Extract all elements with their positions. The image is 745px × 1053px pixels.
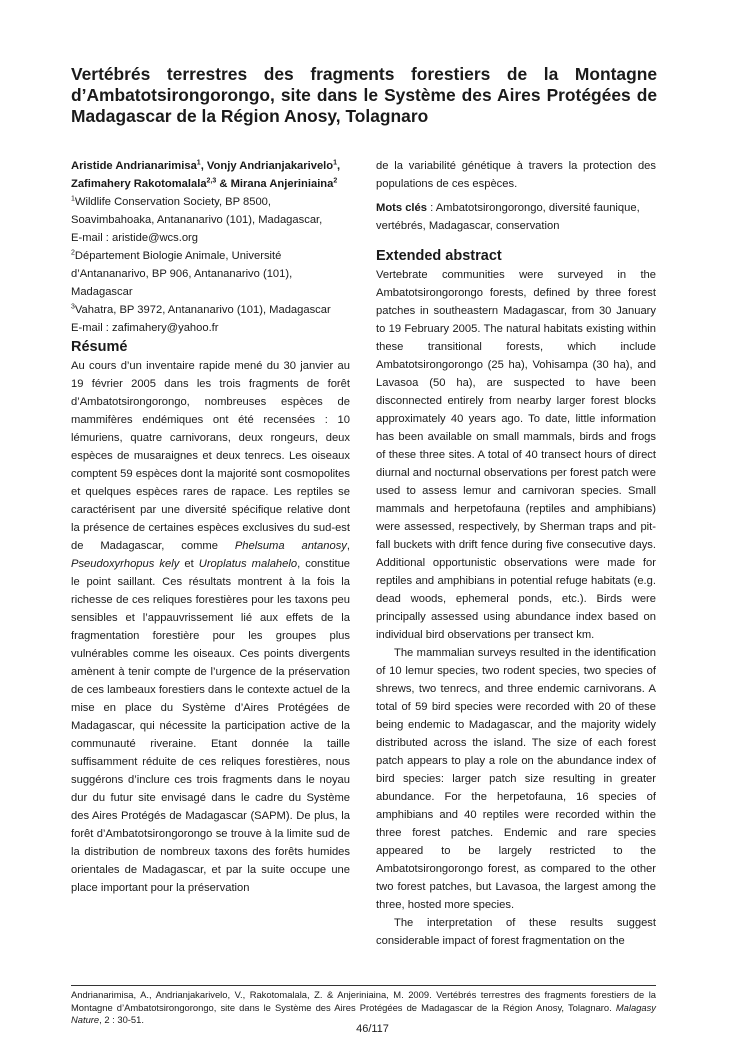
extended-paragraph-3: The interpretation of these results suggest considerable impact of forest fragmentation on the [376,917,656,948]
species-name: Pseudoxyrhopus kely [71,558,180,570]
keywords-text: : Ambatotsirongorongo, diversité faunique, vertébrés, Madagascar, conservation [376,202,640,232]
species-name: Uroplatus malahelo [198,558,298,570]
keywords [376,199,656,235]
right-column [376,157,656,950]
affiliation-number: 1 [71,195,75,203]
author-affiliation-mark: 1 [196,159,201,167]
resume-text: Au cours d’un inventaire rapide mené du 30 janvier au 19 février 2005 dans les trois fragments de forêt d’Ambatotsirongorongo, nombreuses espèces de mammifères endémiques ont été recensées : 10 lémuriens, quatre carnivorans, deux rongeurs, deux espèces de musaraignes et deux tenrecs. Les oiseaux comptent 59 espèces dont la majorité sont cosmopolites et quelques espèces rares de rapace. Les reptiles se caractérisent par une diversité spécifique relative dont la présence de certaines espèces exclusives du sud-est de Madagascar, comme [71,360,350,552]
affiliation-number: 3 [71,303,75,311]
affiliation-text: Vahatra, BP 3972, Antananarivo (101), Madagascar [74,304,331,316]
affiliation-text: Département Biologie Animale, Université d’Antananarivo, BP 906, Antananarivo (101), Madagascar [71,250,293,298]
keywords-label: Mots clés [376,202,427,214]
journal-name: Malagasy Nature [71,1001,656,1025]
page-number: 46/117 [356,1023,389,1035]
text-separator: et [179,558,199,570]
affiliation-number: 2 [71,249,75,257]
extended-abstract-heading: Extended abstract [376,248,502,265]
author-name: Aristide Andrianarimisa [71,160,197,172]
author-separator: , [337,160,341,172]
species-name: Phelsuma antanosy [234,540,347,552]
author-name: Vonjy Andrianjakarivelo [206,160,334,172]
affiliation-3-email: E-mail : zafimahery@yahoo.fr [71,322,219,334]
extended-paragraph-1: Vertebrate communities were surveyed in the Ambatotsirongorongo forests, defined by three forest patches in southeastern Madagascar, from 30 January to 19 February 2005. The natural habitats existing within these transitional forests, which include Ambatotsirongorongo (25 ha), Vohisampa (30 ha), and Lavasoa (50 ha), are suspected to have been disconnected entirely from nearby larger forest blocks approximately 40 years ago. To date, little information has been available on small mammals, birds and frogs of these three sites. A total of 40 transect hours of direct diurnal and nocturnal observations per forest patch were used to assess lemur and carnivoran species. Small mammals and herpetofauna (reptiles and amphibians) were assessed, respectively, by Sherman traps and pit-fall buckets with drift fence during five consecutive days. Additional opportunistic observations were made for reptiles and amphibians in potential refuge habitats (e.g. dead woods, ephemeral ponds, etc.). Birds were principally assessed using abundance index based on individual bird observations per transect km. [376,269,656,642]
resume-continuation: de la variabilité génétique à travers la protection des populations de ces espèces. [376,160,656,190]
author-affiliation-mark: 2,3 [206,177,217,185]
affiliation-text: Wildlife Conservation Society, BP 8500, Soavimbahoaka, Antananarivo (101), Madagascar, [71,196,323,226]
extended-paragraph-2: The mammalian surveys resulted in the identification of 10 lemur species, two rodent species, two species of shrews, two tenrecs, and three endemic carnivorans. A total of 59 bird species were recorded with 20 of these being endemic to Madagascar, and the majority widely distributed across the island. The size of each forest patch appears to play a role on the abundance index of bird species: larger patch size resulting in greater abundance. For the herpetofauna, 16 species of amphibians and 40 reptiles were recorded within the three forest patches. Endemic and rare species appeared to be largely restricted to the Ambatotsirongorongo forest, as compared to the other two forest patches, but Lavasoa, the largest among the three, hosted more species. [376,647,656,912]
resume-heading: Résumé [71,339,128,355]
author-affiliation-mark: 1 [333,159,338,167]
citation [71,989,656,1027]
author-separator: , [200,160,207,172]
citation-volume: , 2 : 30-51. [99,1014,144,1025]
author-list [71,157,350,193]
citation-text: Andrianarimisa, A., Andrianjakarivelo, V., Rakotomalala, Z. & Anjeriniaina, M. 2009. Vertébrés terrestres des fragments forestiers de la Montagne d’Ambatotsirongorongo, site dans le Système des Aires Protégées de Madagascar de la Région Anosy, Tolagnaro. [71,989,656,1013]
author-name: Zafimahery Rakotomalala [71,178,207,190]
text-separator: , [346,540,350,552]
affiliation-1 [71,193,350,229]
article-title: Vertébrés terrestres des fragments forestiers de la Montagne d’Ambatotsirongorongo, site dans le Système des Aires Protégées de Madagascar de la Région Anosy, Tolagnaro [71,64,657,126]
author-affiliation-mark: 2 [333,177,338,185]
author-separator: & [216,178,231,190]
footer-divider [71,985,656,986]
affiliation-3 [71,301,350,319]
resume-paragraph [71,357,350,897]
resume-text: , constitue le point saillant. Ces résultats montrent à la fois la richesse de ces reliques forestières pour les taxons peu sensibles et l’appauvrissement lié aux effets de la fragmentation forestière pour les groupes plus vulnérables comme les oiseaux. Ces points divergents amènent à tenir compte de l’urgence de la préservation de ces lambeaux forestiers dans le contexte actuel de la mise en place du Système d’Aires Protégées de Madagascar, qui nécessite la participation active de la communauté riveraine. Etant donnée la taille suffisamment réduite de ces reliques forestières, nous suggérons d’inclure ces trois fragments dans le noyau dur du futur site envisagé dans le cadre du Système des Aires Protégés de Madagascar (SAPM). De plus, la forêt d’Ambatotsirongorongo se trouve à la limite sud de la distribution de nombreux taxons des forêts humides orientales de Madagascar, et par la suite occupe une place important pour la préservation [71,558,351,894]
affiliation-2 [71,247,350,301]
left-column [71,157,350,897]
affiliation-1-email: E-mail : aristide@wcs.org [71,232,198,244]
author-name: Mirana Anjeriniaina [230,178,334,190]
